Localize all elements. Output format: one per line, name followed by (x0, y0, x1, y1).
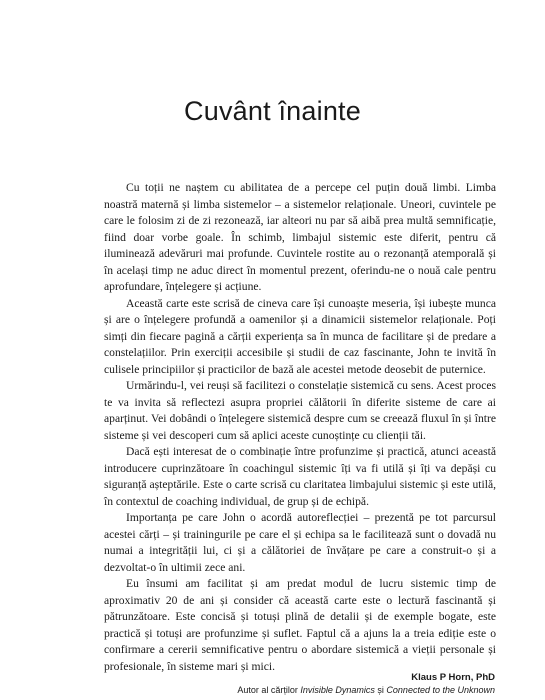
paragraph: Eu însumi am facilitat și am predat modul de lucru sistemic timp de aproximativ 20 de ani și consider că această carte este o lectură fascinantă și pătrunzătoare. Este concisă și totuși plină de detalii și de exemple bogate, este practică și totuși are profunzime și suflet. Faptul că a ajuns la a treia ediție este o confirmare a cererii semnificative pentru o abordare sistemică a vieții personale și profesionale, în sisteme mari și mici. (104, 577, 496, 673)
author-role (237, 684, 495, 696)
page-title: Cuvânt înainte (184, 96, 361, 126)
book-title-1: Invisible Dynamics (300, 685, 375, 695)
paragraph: Cu toții ne naștem cu abilitatea de a percepe cel puțin două limbi. Limba noastră maternă și limba sistemelor – a sistemelor relaționale. Uneori, cuvintele pe care le folosim zi de zi rezonează, iar alteori nu par să aibă prea multă semnificație, fiind doar vorbe goale. În schimb, limbajul sistemic este diferit, pentru că iluminează adevăruri mai profunde. Cuvintele rostite au o rezonanță atemporală și în același timp ne aduc direct în momentul prezent, oferindu-ne o nouă cale pentru aprofundare, înțelegere și acțiune. (104, 181, 496, 293)
foreword-body (104, 180, 496, 675)
author-role-prefix: Autor al cărților (237, 685, 301, 695)
paragraph: Această carte este scrisă de cineva care își cunoaște meseria, își iubește munca și are o înțelegere profundă a oamenilor și a dinamicii sistemelor relaționale. Poți simți din fiecare pagină a cărții experiența sa în munca de facilitare și de predare a constelațiilor. Prin exerciții accesibile și studii de caz fascinante, John te invită în culisele principiilor și practicilor de bază ale acestei metode deosebit de puternice. (104, 296, 496, 376)
paragraph: Dacă ești interesat de o combinație între profunzime și practică, atunci această introducere cuprinzătoare în coachingul sistemic îți va fi utilă și îți va depăși cu siguranță așteptările. Este o carte scrisă cu claritatea limbajului sistemic și este utilă, în contextul de coaching individual, de grup și de echipă. (104, 445, 496, 508)
book-title-2: Connected to the Unknown (386, 685, 495, 695)
author-role-conjunction: și (374, 685, 387, 695)
signature-block (237, 672, 495, 696)
paragraph: Urmărindu-l, vei reuși să facilitezi o constelație sistemică cu sens. Acest proces te va invita să reflectezi asupra propriei călătorii în diferite sisteme de care ai aparținut. Vei dobândi o înțelegere sistemică despre cum se creează fluxul în și între sisteme și vei descoperi cum să aplici aceste cunoștințe cu clienții tăi. (104, 379, 496, 442)
author-name: Klaus P Horn, PhD (411, 672, 495, 683)
paragraph: Importanța pe care John o acordă autoreflecției – prezentă pe tot parcursul acestei cărți – și trainingurile pe care el și echipa sa le facilitează sunt o dovadă nu numai a integrității lui, ci și a călătoriei de învățare pe care a construit-o și a dezvoltat-o în ultimii zece ani. (104, 511, 496, 574)
